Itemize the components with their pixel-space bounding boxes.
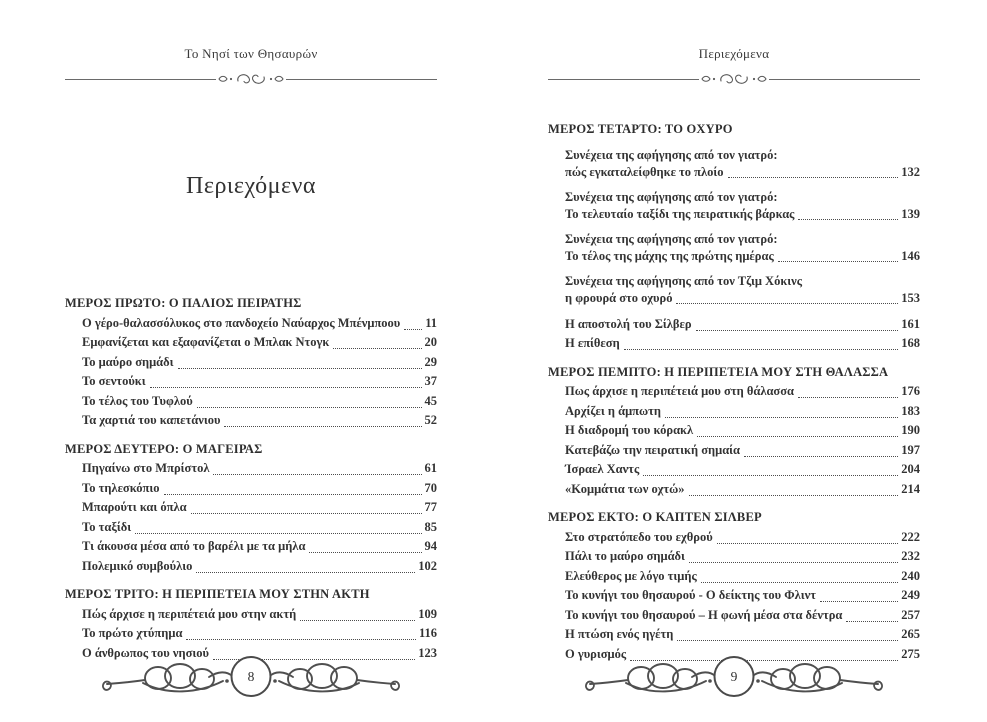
dot-leader — [309, 552, 421, 553]
dot-leader — [798, 219, 898, 220]
toc-page-number: 61 — [424, 461, 437, 475]
toc-entry-title: Συνέχεια της αφήγησης από τον γιατρό: — [565, 189, 778, 204]
toc-page-number: 37 — [424, 374, 437, 388]
toc-page-number: 102 — [418, 558, 437, 573]
dot-leader — [643, 475, 898, 476]
toc-section-heading: ΜΕΡΟΣ ΤΡΙΤΟ: Η ΠΕΡΙΠΕΤΕΙΑ ΜΟΥ ΣΤΗΝ ΑΚΤΗ — [65, 587, 370, 601]
toc-page-number: 132 — [901, 165, 920, 179]
toc-entry-title: «Κομμάτια των οχτώ» — [565, 481, 685, 496]
toc-entry-title: Το τέλος της μάχης της πρώτης ημέρας — [565, 249, 774, 263]
toc-entry-title: Το τηλεσκόπιο — [82, 480, 160, 495]
dot-leader — [697, 436, 898, 437]
calligraphic-divider-icon — [218, 72, 284, 86]
toc-entry — [548, 273, 920, 308]
toc-page-number: 257 — [901, 607, 920, 622]
toc-page-number: 232 — [901, 549, 920, 563]
dot-leader — [798, 397, 898, 398]
toc-entry — [548, 315, 920, 335]
divider-line — [65, 79, 216, 80]
toc-entry-title: Ελεύθερος με λόγο τιμής — [565, 568, 697, 583]
toc-page-number: 204 — [901, 462, 920, 476]
dot-leader — [689, 495, 899, 496]
toc-entry-title: η φρουρά στο οχυρό — [565, 291, 673, 305]
dot-leader — [196, 572, 415, 573]
toc-entry — [65, 605, 437, 625]
table-of-contents-right — [548, 120, 920, 664]
dot-leader — [135, 533, 421, 534]
toc-entry — [548, 402, 920, 422]
dot-leader — [820, 601, 898, 602]
header-divider — [65, 72, 437, 86]
toc-section — [65, 440, 437, 577]
toc-entry-title: Τα χαρτιά του καπετάνιου — [82, 413, 221, 427]
dot-leader — [676, 303, 898, 304]
toc-section-heading: ΜΕΡΟΣ ΠΡΩΤΟ: Ο ΠΑΛΙΟΣ ΠΕΙΡΑΤΗΣ — [65, 296, 302, 310]
toc-entry-title: Πώς άρχισε η περιπέτειά μου στην ακτή — [82, 606, 297, 621]
toc-page-number: 176 — [901, 384, 920, 398]
dot-leader — [701, 582, 898, 583]
toc-entry — [548, 606, 920, 626]
calligraphic-divider-icon — [701, 72, 767, 86]
dot-leader — [164, 494, 422, 495]
divider-line — [548, 79, 699, 80]
toc-page-number: 183 — [901, 403, 920, 418]
toc-page-number: 161 — [901, 316, 920, 331]
dot-leader — [333, 348, 421, 349]
dot-leader — [677, 640, 898, 641]
toc-page-number: 240 — [901, 568, 920, 583]
page-number-badge: 9 — [714, 656, 755, 697]
divider-line — [286, 79, 437, 80]
toc-entry — [65, 459, 437, 479]
toc-page-number: 11 — [425, 315, 437, 330]
toc-page-number: 123 — [418, 645, 437, 660]
toc-entry — [548, 441, 920, 461]
toc-entry-title: Πως άρχισε η περιπέτειά μου στη θάλασσα — [565, 384, 795, 398]
toc-entry-title: Το τέλος του Τυφλού — [82, 393, 193, 408]
toc-entry-title: Η επίθεση — [565, 336, 620, 350]
toc-entry — [548, 421, 920, 441]
toc-entry-title: Το κυνήγι του θησαυρού – Η φωνή μέσα στα δέντρα — [565, 607, 843, 622]
toc-page-number: 20 — [424, 335, 437, 349]
toc-entry — [65, 353, 437, 373]
toc-entry-title: Κατεβάζω την πειρατική σημαία — [565, 442, 741, 457]
toc-page-number: 168 — [901, 336, 920, 350]
toc-entry — [548, 460, 920, 480]
toc-entry — [548, 189, 920, 224]
toc-entry — [548, 231, 920, 266]
page-title: Περιεχόμενα — [186, 173, 316, 199]
toc-entry-title: Συνέχεια της αφήγησης από τον Τζιμ Χόκινς — [565, 273, 802, 288]
dot-leader — [846, 621, 898, 622]
toc-entry — [548, 382, 920, 402]
dot-leader — [178, 368, 422, 369]
toc-entry-title: Τι άκουσα μέσα από το βαρέλι με τα μήλα — [82, 539, 306, 553]
running-header: Το Νησί των Θησαυρών — [184, 46, 318, 61]
toc-entry — [65, 537, 437, 557]
page-footer — [101, 648, 401, 704]
toc-entry — [548, 334, 920, 354]
toc-page-number: 109 — [418, 606, 437, 621]
toc-entry — [548, 528, 920, 548]
toc-entry-title: Ο γέρο-θαλασσόλυκος στο πανδοχείο Ναύαρχος Μπένμποου — [82, 315, 401, 330]
toc-entry-title: Η αποστολή του Σίλβερ — [565, 316, 692, 331]
toc-page-number: 249 — [901, 588, 920, 602]
dot-leader — [213, 474, 421, 475]
toc-entry — [65, 479, 437, 499]
dot-leader — [186, 639, 416, 640]
toc-entry-title: Συνέχεια της αφήγησης από τον γιατρό: — [565, 231, 778, 246]
toc-entry-title: Πολεμικό συμβούλιο — [82, 558, 193, 573]
toc-entry — [548, 547, 920, 567]
header-divider — [548, 72, 920, 86]
toc-entry-title: Το τελευταίο ταξίδι της πειρατικής βάρκας — [565, 207, 795, 221]
dot-leader — [728, 177, 899, 178]
toc-page-number: 275 — [901, 646, 920, 661]
toc-entry — [65, 518, 437, 538]
toc-page-number: 190 — [901, 423, 920, 437]
toc-entry — [65, 392, 437, 412]
toc-page-number: 214 — [901, 481, 920, 496]
toc-entry-title: Στο στρατόπεδο του εχθρού — [565, 529, 713, 544]
toc-entry — [65, 314, 437, 334]
dot-leader — [717, 543, 899, 544]
toc-entry-title: Μπαρούτι και όπλα — [82, 500, 187, 514]
toc-section-heading: ΜΕΡΟΣ ΕΚΤΟ: Ο ΚΑΠΤΕΝ ΣΙΛΒΕΡ — [548, 510, 762, 524]
toc-entry — [548, 586, 920, 606]
toc-entry-title: Πηγαίνω στο Μπρίστολ — [82, 461, 210, 475]
running-header: Περιεχόμενα — [698, 46, 770, 61]
toc-entry-title: Το ταξίδι — [82, 519, 132, 534]
toc-entry-title: Ο γυρισμός — [565, 646, 627, 661]
toc-page-number: 139 — [901, 207, 920, 221]
dot-leader — [150, 387, 422, 388]
toc-entry — [65, 411, 437, 431]
toc-page-number: 265 — [901, 627, 920, 641]
toc-entry — [548, 480, 920, 500]
dot-leader — [404, 329, 422, 330]
toc-entry — [548, 567, 920, 587]
toc-section — [548, 363, 920, 500]
toc-page-number: 52 — [424, 413, 437, 427]
table-of-contents-left — [65, 294, 437, 663]
toc-page-number: 222 — [901, 529, 920, 544]
dot-leader — [191, 513, 422, 514]
toc-section — [548, 120, 920, 354]
toc-page-number: 85 — [424, 519, 437, 534]
dot-leader — [300, 620, 415, 621]
book-page-left — [65, 0, 437, 722]
toc-page-number: 94 — [424, 539, 437, 553]
toc-page-number: 45 — [424, 393, 437, 408]
dot-leader — [744, 456, 898, 457]
toc-section — [548, 508, 920, 664]
toc-entry-title: Ο άνθρωπος του νησιού — [82, 645, 209, 660]
toc-entry-title: Το κυνήγι του θησαυρού - Ο δείκτης του Φλιντ — [565, 588, 816, 602]
toc-entry-title: Συνέχεια της αφήγησης από τον γιατρό: — [565, 147, 778, 162]
toc-entry-title: Το σεντούκι — [82, 374, 146, 388]
dot-leader — [665, 417, 898, 418]
toc-page-number: 146 — [901, 249, 920, 263]
toc-page-number: 70 — [424, 480, 437, 495]
page-footer — [584, 648, 884, 704]
toc-page-number: 197 — [901, 442, 920, 457]
toc-entry-title: πώς εγκαταλείφθηκε το πλοίο — [565, 165, 724, 179]
toc-entry — [548, 147, 920, 182]
toc-entry — [65, 333, 437, 353]
toc-entry-title: Η πτώση ενός ηγέτη — [565, 627, 674, 641]
toc-page-number: 116 — [418, 626, 437, 640]
toc-page-number: 29 — [424, 354, 437, 369]
page-number-badge: 8 — [231, 656, 272, 697]
dot-leader — [689, 562, 898, 563]
toc-entry-title: Εμφανίζεται και εξαφανίζεται ο Μπλακ Ντογκ — [82, 335, 330, 349]
dot-leader — [778, 261, 899, 262]
toc-entry — [65, 498, 437, 518]
toc-entry-title: Πάλι το μαύρο σημάδι — [565, 549, 685, 563]
toc-section-heading: ΜΕΡΟΣ ΔΕΥΤΕΡΟ: Ο ΜΑΓΕΙΡΑΣ — [65, 441, 263, 456]
toc-entry-title: Το μαύρο σημάδι — [82, 354, 174, 369]
toc-entry-title: Ίσραελ Χαντς — [565, 462, 640, 476]
toc-entry-title: Η διαδρομή του κόρακλ — [565, 423, 694, 437]
divider-line — [769, 79, 920, 80]
toc-page-number: 153 — [901, 291, 920, 305]
toc-entry-title: Το πρώτο χτύπημα — [82, 626, 183, 640]
toc-entry — [548, 625, 920, 645]
dot-leader — [696, 330, 899, 331]
dot-leader — [224, 426, 421, 427]
toc-section — [65, 294, 437, 431]
toc-entry-title: Αρχίζει η άμπωτη — [565, 403, 662, 418]
toc-entry — [65, 557, 437, 577]
toc-section-heading: ΜΕΡΟΣ ΤΕΤΑΡΤΟ: ΤΟ ΟΧΥΡΟ — [548, 122, 733, 136]
toc-page-number: 77 — [424, 500, 437, 514]
book-page-right — [548, 0, 920, 722]
toc-entry — [65, 372, 437, 392]
dot-leader — [197, 407, 422, 408]
dot-leader — [624, 349, 899, 350]
toc-section-heading: ΜΕΡΟΣ ΠΕΜΠΤΟ: Η ΠΕΡΙΠΕΤΕΙΑ ΜΟΥ ΣΤΗ ΘΑΛΑΣΣΑ — [548, 364, 889, 379]
toc-entry — [65, 624, 437, 644]
